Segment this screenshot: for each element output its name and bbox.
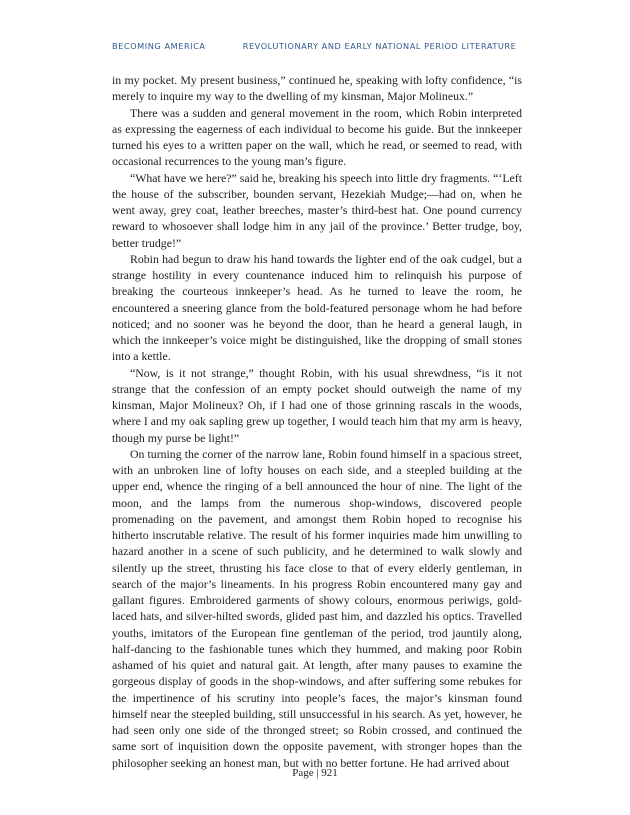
section-title: REVOLUTIONARY AND EARLY NATIONAL PERIOD LITERATURE <box>242 41 517 51</box>
paragraph: “What have we here?” said he, breaking his speech into little dry fragments. “‘Left the house of the subscriber, bounden servant, Hezekiah Mudge;—had on, when he went away, grey coat, leather breeches, master’s third-best hat. One pound currency reward to whosoever shall lodge him in any jail of the province.’ Better trudge, boy, better trudge!” <box>112 170 522 250</box>
paragraph: There was a sudden and general movement in the room, which Robin interpreted as expressing the eagerness of each individual to become his guide. But the innkeeper turned his eyes to a written paper on the wall, which he read, or seemed to read, with occasional recurrences to the young man’s figure. <box>112 105 522 169</box>
paragraph: Robin had begun to draw his hand towards the lighter end of the oak cudgel, but a strange hostility in every countenance induced him to relinquish his purpose of breaking the courteous innkeeper’s head. As he turned to leave the room, he encountered a sneering glance from the bold-featured personage whom he had before noticed; and no sooner was he beyond the door, than he heard a general laugh, in which the innkeeper’s voice might be distinguished, like the dropping of small stones into a kettle. <box>112 251 522 364</box>
paragraph: in my pocket. My present business,” continued he, speaking with lofty confidence, “is merely to inquire my way to the dwelling of my kinsman, Major Molineux.” <box>112 73 522 104</box>
paragraph: “Now, is it not strange,” thought Robin, with his usual shrewdness, “is it not strange that the confession of an empty pocket should outweigh the name of my kinsman, Major Molineux? Oh, if I had one of those grinning rascals in the woods, where I and my oak sapling grew up together, I would teach him that my arm is heavy, though my purse be light!” <box>112 365 522 445</box>
running-header <box>112 41 522 51</box>
body-text <box>112 72 522 771</box>
paragraph: On turning the corner of the narrow lane, Robin found himself in a spacious street, with an unbroken line of lofty houses on each side, and a steepled building at the upper end, whence the ringing of a bell announced the hour of nine. The light of the moon, and the lamps from the numerous shop-windows, discovered people promenading on the pavement, and amongst them Robin hoped to recognise his hitherto inscrutable relative. The result of his former inquiries made him unwilling to hazard another in a scene of such publicity, and he determined to walk slowly and silently up the street, thrusting his face close to that of every elderly gentleman, in search of the major’s lineaments. In his progress Robin encountered many gay and gallant figures. Embroidered garments of showy colours, enormous periwigs, gold-laced hats, and silver-hilted swords, glided past him, and dazzled his optics. Travelled youths, imitators of the European fine gentleman of the period, trod jauntily along, half-dancing to the fashionable tunes which they hummed, and making poor Robin ashamed of his quiet and natural gait. At length, after many pauses to examine the gorgeous display of goods in the shop-windows, and after suffering some rebukes for the impertinence of his scrutiny into people’s faces, the major’s kinsman found himself near the steepled building, still unsuccessful in his search. As yet, however, he had seen only one side of the thronged street; so Robin crossed, and continued the same sort of inquisition down the opposite pavement, with stronger hopes than the philosopher seeking an honest man, but with no better fortune. He had arrived about <box>112 446 522 770</box>
page-number: Page | 921 <box>292 767 338 779</box>
book-title: BECOMING AMERICA <box>112 41 206 51</box>
